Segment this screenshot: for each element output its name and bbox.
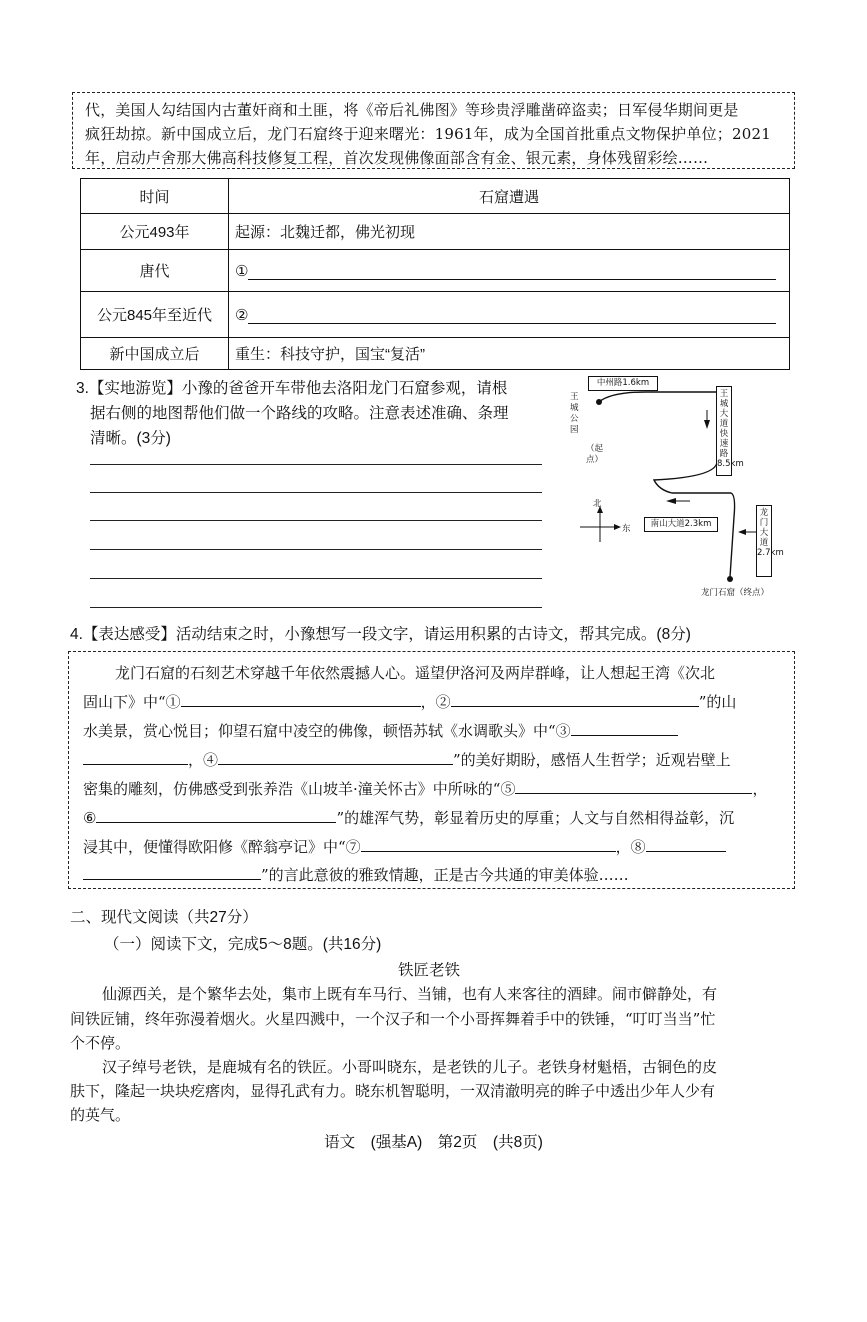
poem-blank-8-cont[interactable] bbox=[83, 863, 261, 880]
poem-line-6b: ”的雄浑气势，彰显着历史的厚重；人文与自然相得益彰，沉 bbox=[336, 809, 735, 827]
table-row bbox=[81, 338, 790, 370]
paragraph-line: 仙源西关，是个繁华去处，集市上既有车马行、当铺，也有人来客往的酒肆。闹市僻静处，有 bbox=[102, 985, 718, 1003]
answer-blank-1[interactable] bbox=[248, 279, 776, 280]
poem-line-4b: ”的美好期盼，感悟人生哲学；近观岩壁上 bbox=[453, 751, 731, 769]
paragraph-line: 的英气。 bbox=[70, 1106, 131, 1124]
poem-blank-3-cont[interactable] bbox=[83, 748, 188, 765]
poem-line-3: 水美景，赏心悦目；仰望石窟中凌空的佛像，顿悟苏轼《水调歌头》中“③ bbox=[83, 722, 571, 740]
table-cell-event: 起源：北魏迁都，佛光初现 bbox=[229, 214, 790, 250]
poem-blank-1[interactable] bbox=[181, 690, 421, 707]
section-subheading: （一）阅读下文，完成5～8题。(共16分) bbox=[104, 936, 382, 953]
q3-answer-line[interactable] bbox=[90, 549, 542, 550]
poem-blank-2[interactable] bbox=[451, 690, 699, 707]
map-label-end: 龙门石窟（终点） bbox=[701, 588, 770, 598]
table-header-time: 时间 bbox=[81, 179, 229, 214]
table-cell-answer-2[interactable] bbox=[229, 292, 790, 338]
table-cell-time: 唐代 bbox=[81, 250, 229, 292]
table-cell-time: 新中国成立后 bbox=[81, 338, 229, 370]
intro-line-2: 疯狂劫掠。新中国成立后，龙门石窟终于迎来曙光：1961年，成为全国首批重点文物保护单位；2021 bbox=[85, 125, 771, 143]
map-label-longmen-road: 龙门大道2.7km bbox=[756, 505, 772, 577]
poem-line-6a: ⑥ bbox=[83, 809, 97, 827]
poem-line-8: ”的言此意彼的雅致情趣，正是古今共通的审美体验…… bbox=[261, 866, 629, 884]
paragraph-line: 汉子绰号老铁，是鹿城有名的铁匠。小哥叫晓东，是老铁的儿子。老铁身材魁梧，古铜色的皮 bbox=[102, 1058, 718, 1076]
map-label-nanshan: 南山大道2.3km bbox=[644, 517, 718, 532]
q3-answer-line[interactable] bbox=[90, 492, 542, 493]
poem-line-5b: ， bbox=[752, 780, 768, 798]
poem-line-7b: ，⑧ bbox=[615, 838, 646, 856]
paragraph-line: 个不停。 bbox=[70, 1034, 131, 1052]
map-label-wangcheng-road: 王城大道快速路8.5km bbox=[716, 386, 732, 476]
q3-answer-line[interactable] bbox=[90, 464, 542, 465]
table-cell-time: 公元845年至近代 bbox=[81, 292, 229, 338]
paragraph-line: 间铁匠铺，终年弥漫着烟火。火星四溅中，一个汉子和一个小哥挥舞着手中的铁锤，“叮叮当当”忙 bbox=[70, 1010, 716, 1028]
paragraph-line: 肤下，隆起一块块疙瘩肉，显得孔武有力。晓东机智聪明，一双清澈明亮的眸子中透出少年人少有 bbox=[70, 1082, 716, 1100]
map-label-zhongzhou: 中州路1.6km bbox=[588, 376, 658, 391]
q3-prompt-line-3: 清晰。(3分) bbox=[90, 430, 171, 447]
table-row bbox=[81, 214, 790, 250]
poem-line-2a: 固山下》中“① bbox=[83, 693, 181, 711]
poem-blank-3[interactable] bbox=[571, 719, 678, 736]
poem-blank-6[interactable] bbox=[96, 806, 336, 823]
q3-prompt-line-2: 据右侧的地图帮他们做一个路线的攻略。注意表述准确、条理 bbox=[90, 405, 509, 422]
map-label-park: 王城公园 bbox=[570, 392, 579, 435]
poem-line-4a: ，④ bbox=[188, 751, 219, 769]
table-cell-answer-1[interactable] bbox=[229, 250, 790, 292]
table-cell-event: 重生：科技守护，国宝“复活” bbox=[229, 338, 790, 370]
history-table bbox=[80, 178, 790, 370]
article-title: 铁匠老铁 bbox=[398, 962, 461, 979]
map-label-north: 北 bbox=[593, 499, 602, 509]
poem-blank-5[interactable] bbox=[515, 777, 752, 794]
q3-answer-line[interactable] bbox=[90, 520, 542, 521]
q4-prompt: 4.【表达感受】活动结束之时，小豫想写一段文字，请运用积累的古诗文，帮其完成。(8分) bbox=[70, 626, 691, 643]
route-map bbox=[566, 372, 796, 610]
table-header-event: 石窟遭遇 bbox=[229, 179, 790, 214]
poem-line-2c: ”的山 bbox=[698, 693, 737, 711]
intro-line-1: 代，美国人勾结国内古董奸商和土匪，将《帝后礼佛图》等珍贵浮雕凿碎盗卖；日军侵华期间更是 bbox=[85, 101, 739, 119]
page-footer: 语文 (强基A) 第2页 (共8页) bbox=[324, 1134, 543, 1151]
poem-fill-box bbox=[68, 651, 795, 889]
poem-line-2b: ，② bbox=[420, 693, 451, 711]
table-cell-time: 公元493年 bbox=[81, 214, 229, 250]
poem-line-5: 密集的雕刻，仿佛感受到张养浩《山坡羊·潼关怀古》中所咏的“⑤ bbox=[83, 780, 516, 798]
q3-answer-line[interactable] bbox=[90, 578, 542, 579]
q3-prompt-line-1: 3.【实地游览】小豫的爸爸开车带他去洛阳龙门石窟参观，请根 bbox=[76, 380, 508, 397]
map-label-east: 东 bbox=[622, 524, 631, 534]
answer-marker-2: ② bbox=[235, 306, 249, 324]
section-heading: 二、现代文阅读（共27分） bbox=[70, 909, 258, 926]
q3-answer-line[interactable] bbox=[90, 607, 542, 608]
map-label-start: （起点） bbox=[586, 444, 604, 465]
poem-line-1: 龙门石窟的石刻艺术穿越千年依然震撼人心。遥望伊洛河及两岸群峰，让人想起王湾《次北 bbox=[115, 664, 716, 682]
poem-blank-4[interactable] bbox=[218, 748, 453, 765]
poem-blank-7[interactable] bbox=[361, 835, 616, 852]
intro-passage-box bbox=[72, 92, 795, 169]
poem-line-7a: 浸其中，便懂得欧阳修《醉翁亭记》中“⑦ bbox=[83, 838, 361, 856]
table-row bbox=[81, 250, 790, 292]
table-row bbox=[81, 292, 790, 338]
intro-line-3: 年，启动卢舍那大佛高科技修复工程，首次发现佛像面部含有金、银元素，身体残留彩绘…… bbox=[85, 149, 709, 167]
answer-marker-1: ① bbox=[235, 262, 249, 280]
poem-blank-8[interactable] bbox=[646, 835, 726, 852]
answer-blank-2[interactable] bbox=[248, 323, 776, 324]
